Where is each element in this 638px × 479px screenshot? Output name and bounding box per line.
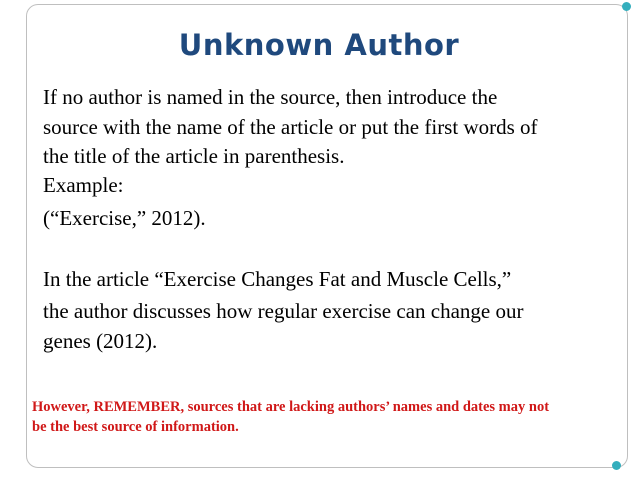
warning-line-2: be the best source of information. <box>32 419 239 435</box>
article-line-3: genes (2012). <box>43 329 158 353</box>
top-right-dot-icon <box>622 2 631 11</box>
example-label: Example: <box>43 173 124 197</box>
warning-note <box>32 397 549 437</box>
intro-line-1: If no author is named in the source, then introduce the <box>43 85 498 109</box>
article-line-1: In the article “Exercise Changes Fat and Muscle Cells,” <box>43 267 512 291</box>
article-line-2: the author discusses how regular exercise can change our <box>43 299 524 323</box>
intro-line-2: source with the name of the article or put the first words of <box>43 115 538 139</box>
example-citation: (“Exercise,” 2012). <box>43 206 206 230</box>
warning-line-1: However, REMEMBER, sources that are lacking authors’ names and dates may not <box>32 399 550 415</box>
intro-line-3: the title of the article in parenthesis. <box>43 144 345 168</box>
bottom-right-dot-icon <box>612 461 621 470</box>
slide-title: Unknown Author <box>178 28 460 62</box>
